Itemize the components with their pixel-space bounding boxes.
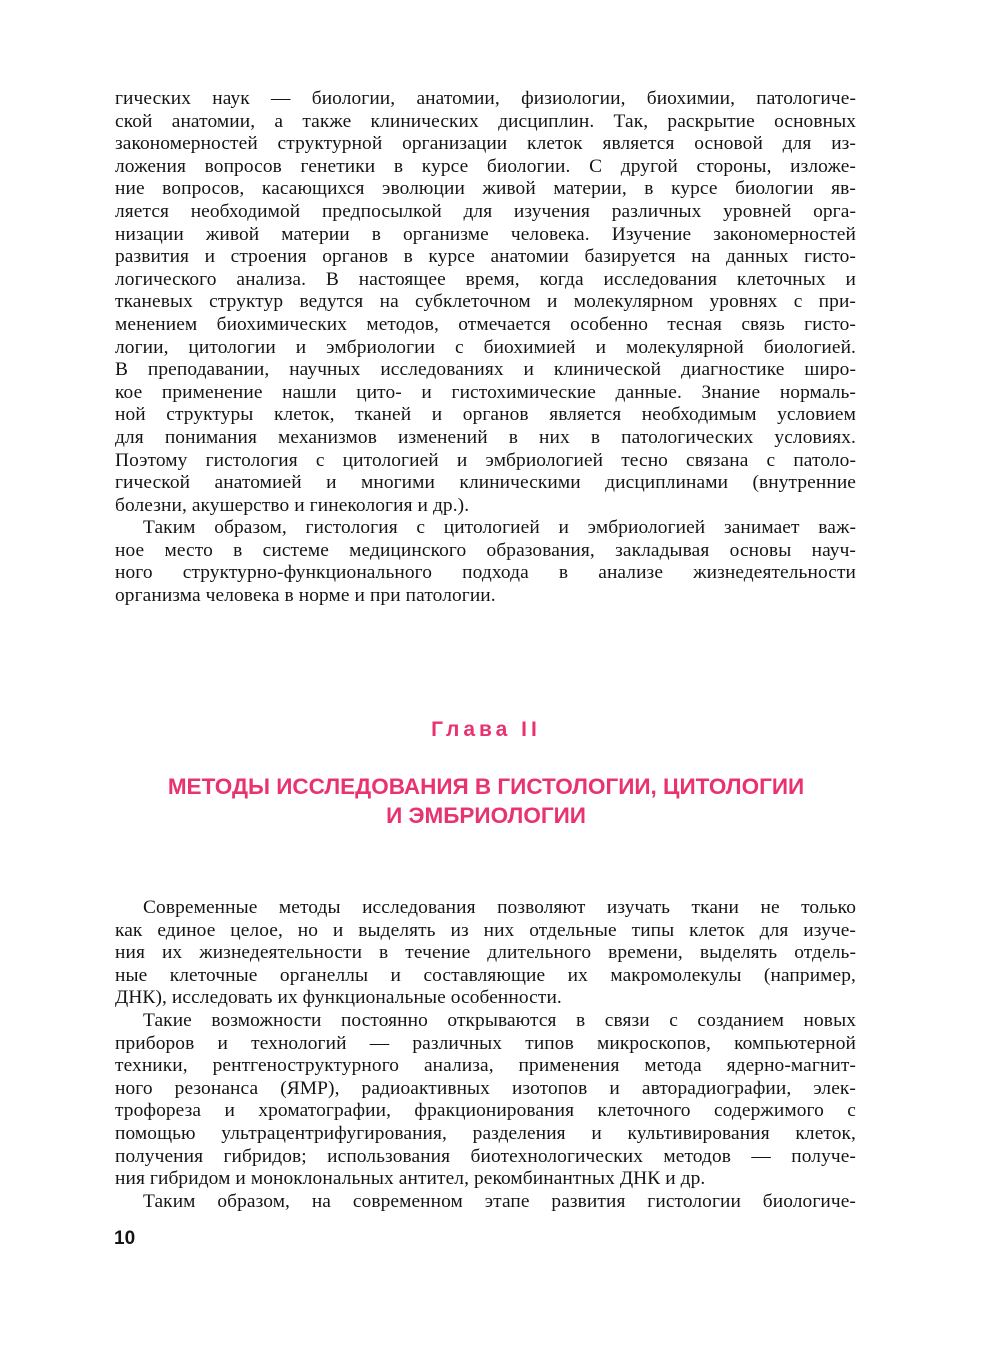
text-line: ния их жизнедеятельности в течение длительного времени, выделять отдель- <box>115 942 856 964</box>
text-line: менением биохимических методов, отмечается особенно тесная связь гисто- <box>115 313 856 335</box>
text-line: низации живой материи в организме человека. Изучение закономерностей <box>115 223 856 245</box>
text-line: В преподавании, научных исследованиях и клинической диагностике широ- <box>115 359 856 381</box>
text-line: Таким образом, на современном этапе развития гистологии биологиче- <box>143 1190 856 1212</box>
text-line: логического анализа. В настоящее время, когда исследования клеточных и <box>115 268 856 290</box>
text-line: гических наук — биологии, анатомии, физиологии, биохимии, патологиче- <box>115 88 856 109</box>
chapter-label: Глава II <box>431 718 541 741</box>
page-number: 10 <box>114 1228 136 1249</box>
text-line: Поэтому гистология с цитологией и эмбриологией тесно связана с патоло- <box>115 449 856 471</box>
text-line: ное место в системе медицинского образования, закладывая основы науч- <box>115 539 856 561</box>
text-line: ной структуры клеток, тканей и органов является необходимым условием <box>115 404 856 426</box>
text-line: ния гибридом и моноклональных антител, рекомбинантных ДНК и др. <box>115 1168 706 1190</box>
text-line: закономерностей структурной организации клеток является основой для из- <box>115 133 856 155</box>
text-line: кое применение нашли цито- и гистохимические данные. Знание нормаль- <box>115 381 856 403</box>
text-line: приборов и технологий — различных типов микроскопов, компьютерной <box>115 1032 856 1054</box>
text-line: трофореза и хроматографии, фракционирования клеточного содержимого с <box>115 1100 856 1122</box>
text-line: Современные методы исследования позволяют изучать ткани не только <box>143 897 856 918</box>
text-line: тканевых структур ведутся на субклеточном и молекулярном уровнях с при- <box>115 291 856 313</box>
chapter-text <box>115 897 856 1213</box>
text-line: ние вопросов, касающихся эволюции живой материи, в курсе биологии яв- <box>115 178 856 200</box>
text-line: гической анатомией и многими клиническими дисциплинами (внутренние <box>115 472 856 494</box>
text-line: организма человека в норме и при патологии. <box>115 585 496 607</box>
text-line: развития и строения органов в курсе анатомии базируется на данных гисто- <box>115 246 856 268</box>
text-line: болезни, акушерство и гинекология и др.). <box>115 494 470 516</box>
text-line: ДНК), исследовать их функциональные особенности. <box>115 987 562 1009</box>
text-line: логии, цитологии и эмбриологии с биохимией и молекулярной биологией. <box>115 336 856 358</box>
text-line: ного резонанса (ЯМР), радиоактивных изотопов и авторадиографии, элек- <box>115 1077 856 1099</box>
text-line: ного структурно-функционального подхода в анализе жизнедеятельности <box>115 562 856 584</box>
text-line: ляется необходимой предпосылкой для изучения различных уровней орга- <box>115 200 856 222</box>
chapter-title <box>0 772 972 830</box>
text-line: Таким образом, гистология с цитологией и эмбриологией занимает важ- <box>143 517 856 539</box>
chapter-title-line: И ЭМБРИОЛОГИИ <box>386 803 586 828</box>
text-line: получения гибридов; использования биотехнологических методов — получе- <box>115 1145 856 1167</box>
intro-text <box>115 88 856 608</box>
text-line: Такие возможности постоянно открываются в связи с созданием новых <box>143 1009 856 1031</box>
text-line: как единое целое, но и выделять из них отдельные типы клеток для изуче- <box>115 919 856 941</box>
text-line: ные клеточные органеллы и составляющие их макромолекулы (например, <box>115 964 856 986</box>
chapter-title-line: МЕТОДЫ ИССЛЕДОВАНИЯ В ГИСТОЛОГИИ, ЦИТОЛОГИИ <box>167 774 805 799</box>
text-line: для понимания механизмов изменений в них в патологических условиях. <box>115 426 856 448</box>
text-line: техники, рентгеноструктурного анализа, применения метода ядерно-магнит- <box>115 1055 856 1077</box>
text-line: помощью ультрацентрифугирования, разделения и культивирования клеток, <box>115 1122 856 1144</box>
text-line: ложения вопросов генетики в курсе биологии. С другой стороны, изложе- <box>115 155 856 177</box>
text-line: ской анатомии, а также клинических дисциплин. Так, раскрытие основных <box>115 110 856 132</box>
